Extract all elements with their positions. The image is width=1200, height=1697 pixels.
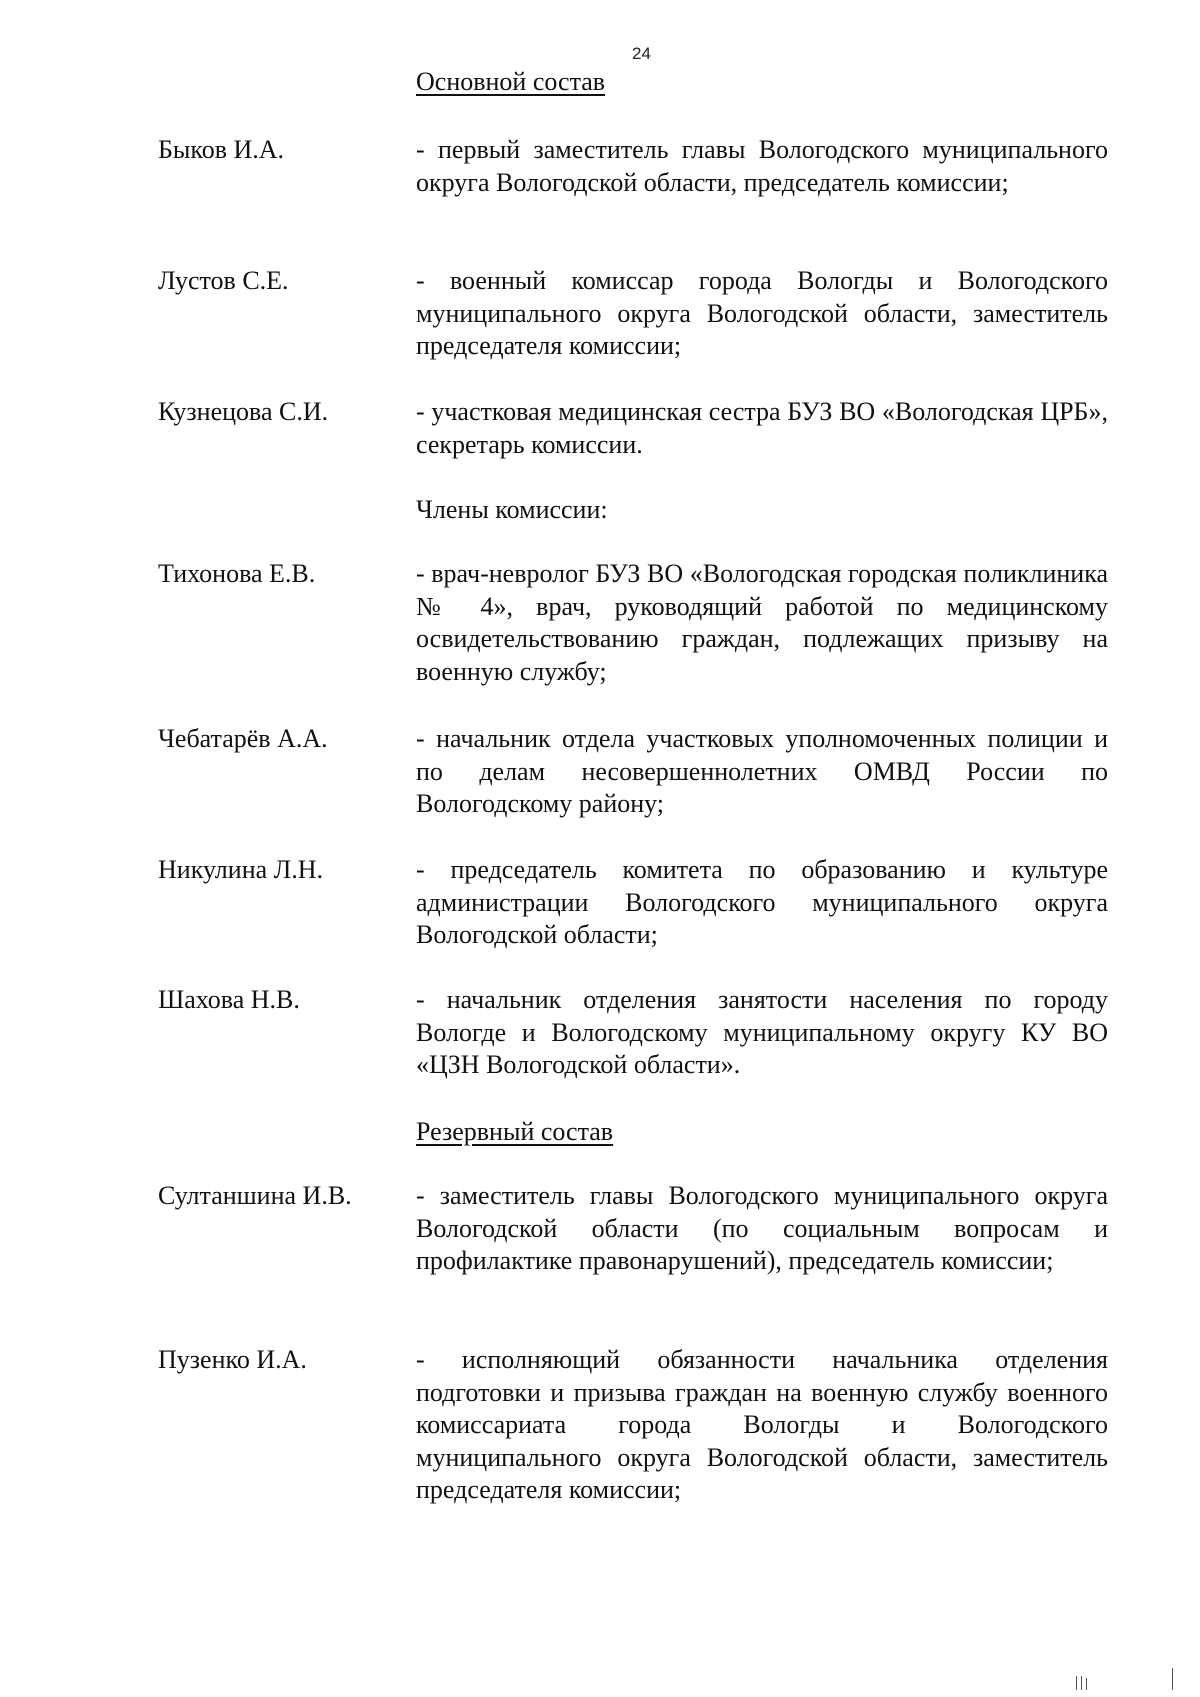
member-name: Шахова Н.В. xyxy=(158,985,300,1014)
member-name: Тихонова Е.В. xyxy=(158,559,316,588)
scan-artifact-mark xyxy=(1076,1676,1077,1690)
scan-artifact-mark xyxy=(1086,1678,1087,1690)
member-position: - начальник отдела участковых уполномоченных полиции и по делам несовершеннолетних ОМВД России по Вологодскому району; xyxy=(416,724,1108,818)
main-composition-title: Основной состав xyxy=(416,67,606,96)
member-position: - первый заместитель главы Вологодского муниципального округа Вологодской области, председатель комиссии; xyxy=(416,135,1108,197)
page-number: 24 xyxy=(632,44,651,63)
member-position: - начальник отделения занятости населения по городу Вологде и Вологодскому муниципальному округу КУ ВО «ЦЗН Вологодской области». xyxy=(416,985,1108,1079)
member-position: - участковая медицинская сестра БУЗ ВО «Вологодская ЦРБ», секретарь комиссии. xyxy=(416,397,1108,459)
member-position: - заместитель главы Вологодского муниципального округа Вологодской области (по социальным вопросам и профилактике правонарушений), председатель комиссии; xyxy=(416,1181,1108,1275)
member-position: - военный комиссар города Вологды и Вологодского муниципального округа Вологодской области, заместитель председателя комиссии; xyxy=(416,266,1108,360)
member-position: - исполняющий обязанности начальника отделения подготовки и призыва граждан на военную службу военного комиссариата города Вологды и Вологодского муниципального округа Вологодской области, заместитель председателя комиссии; xyxy=(416,1345,1108,1504)
member-name: Быков И.А. xyxy=(158,135,285,164)
member-name: Пузенко И.А. xyxy=(158,1345,307,1374)
member-position: - врач-невролог БУЗ ВО «Вологодская городская поликлиника № 4», врач, руководящий работой по медицинскому освидетельствованию граждан, подлежащих призыву на военную службу; xyxy=(416,559,1108,686)
scan-artifact-mark xyxy=(1172,1668,1173,1690)
member-name: Чебатарёв А.А. xyxy=(158,724,328,753)
members-title: Члены комиссии: xyxy=(416,495,608,524)
member-name: Кузнецова С.И. xyxy=(158,397,329,426)
reserve-composition-title: Резервный состав xyxy=(416,1117,614,1146)
member-name: Никулина Л.Н. xyxy=(158,855,324,884)
member-name: Султаншина И.В. xyxy=(158,1181,352,1210)
scan-artifact-mark xyxy=(1081,1676,1082,1690)
member-position: - председатель комитета по образованию и культуре администрации Вологодского муниципального округа Вологодской области; xyxy=(416,855,1108,949)
member-name: Лустов С.Е. xyxy=(158,266,289,295)
